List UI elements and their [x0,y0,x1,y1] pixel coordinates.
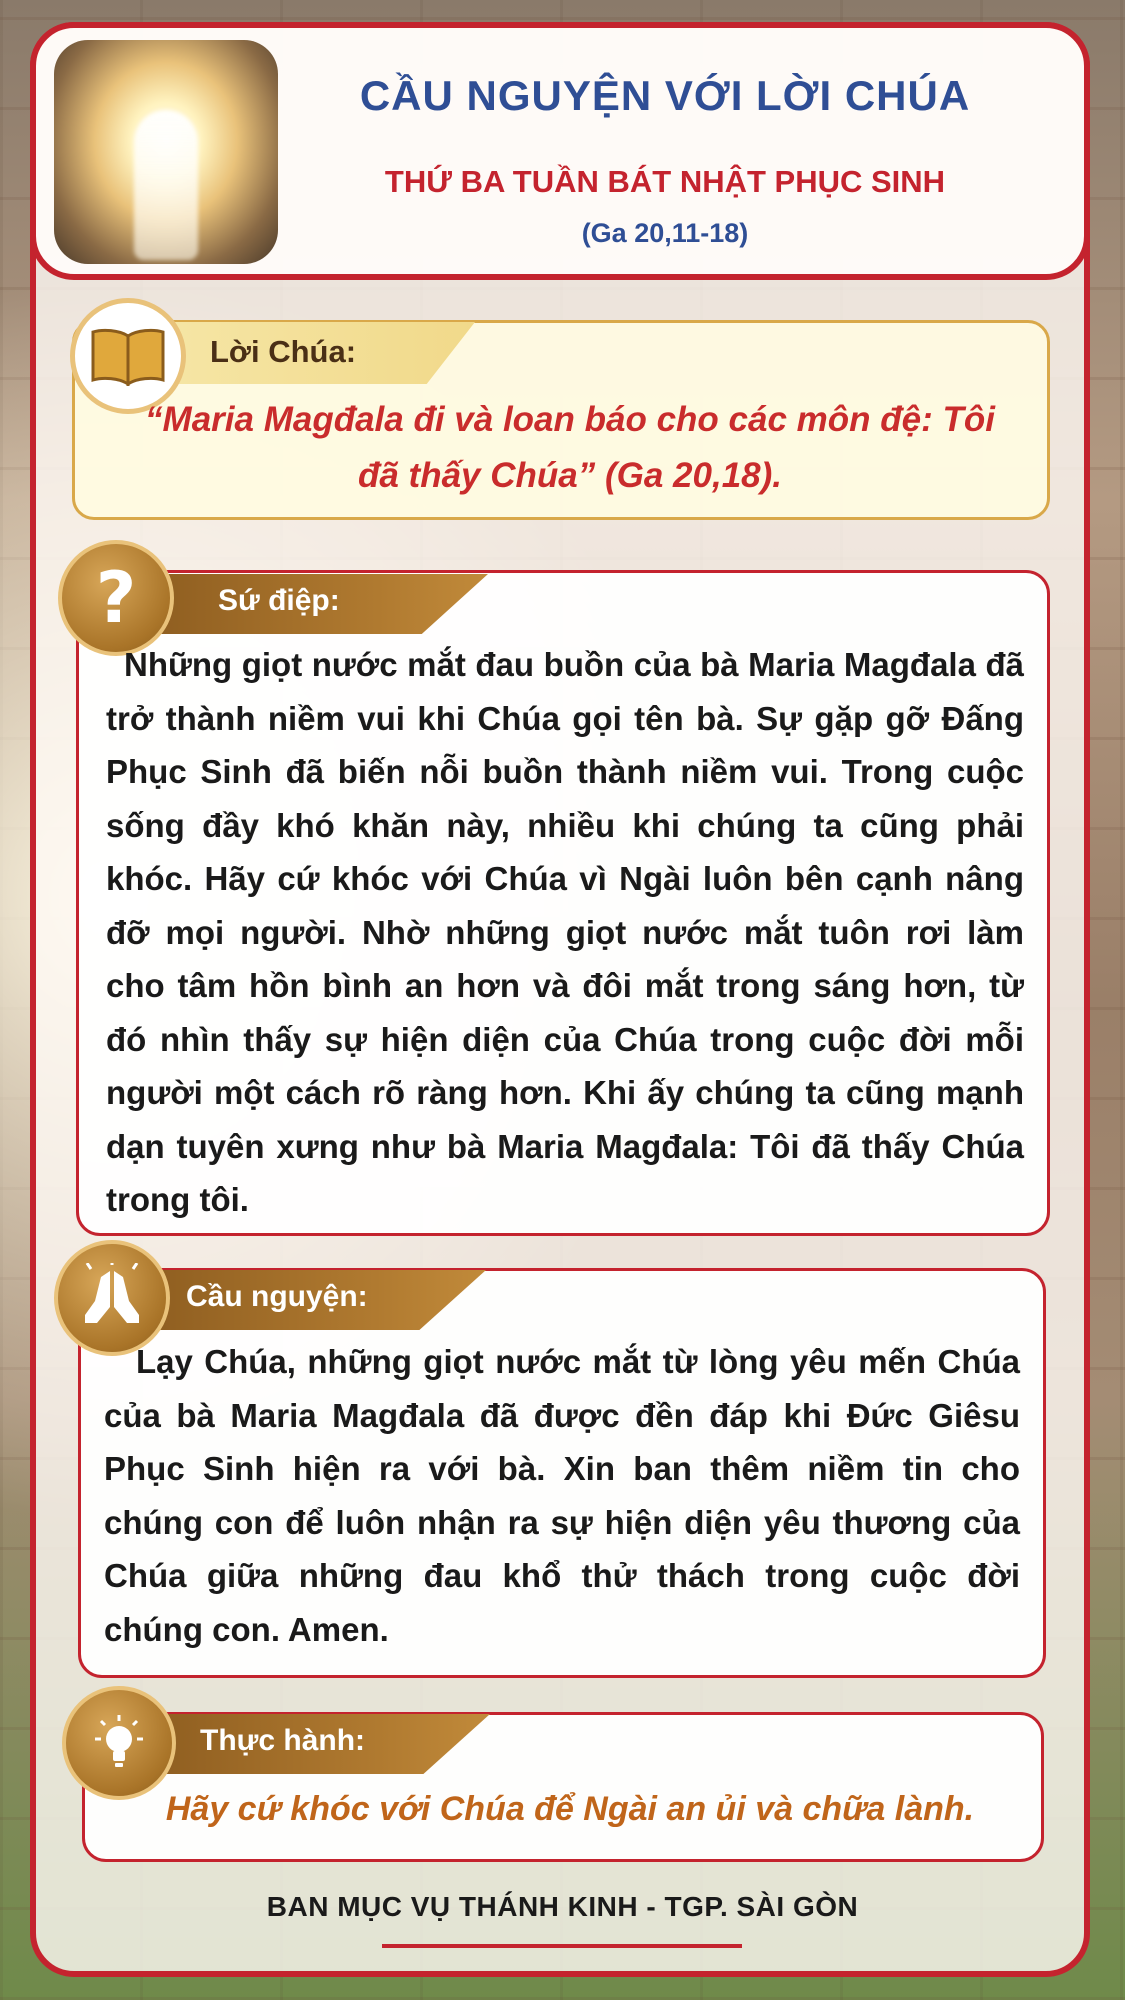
scripture-reference: (Ga 20,11-18) [581,218,749,248]
lightbulb-icon [62,1686,176,1800]
message-text: Những giọt nước mắt đau buồn của bà Maria Magđala đã trở thành niềm vui khi Chúa gọi tên bà. Sự gặp gỡ Đấng Phục Sinh đã biến nỗi buồn thành niềm vui. Trong cuộc sống đầy khó khăn này, nhiều khi chúng ta cũng phải khóc. Hãy cứ khóc với Chúa vì Ngài luôn bên cạnh nâng đỡ mọi người. Nhờ những giọt nước mắt tuôn rơi làm cho tâm hồn bình an hơn và đôi mắt trong sáng hơn, từ đó nhìn thấy sự hiện diện của Chúa trong cuộc đời mỗi người một cách rõ ràng hơn. Khi ấy chúng ta cũng mạnh dạn tuyên xưng như bà Maria Magđala: Tôi đã thấy Chúa trong tôi. [106,646,1024,1218]
practice-label: Thực hành: [200,1724,366,1757]
page-subtitle: THỨ BA TUẦN BÁT NHẬT PHỤC SINH [384,164,946,199]
page-title: CẦU NGUYỆN VỚI LỜI CHÚA [359,72,971,119]
scripture-quote: “Maria Magđala đi và loan báo cho các môn đệ: Tôi đã thấy Chúa” (Ga 20,18). [145,400,995,495]
question-mark-icon: ? [58,540,174,656]
glowing-figure [134,110,198,260]
practice-text: Hãy cứ khóc với Chúa để Ngài an ủi và chữa lành. [165,1790,975,1828]
lightbulb-svg [87,1711,151,1775]
risen-christ-image [54,40,278,264]
prayer-label: Cầu nguyện: [186,1280,368,1313]
praying-hands-svg [77,1263,147,1333]
message-label: Sứ điệp: [218,584,340,617]
footer-credit: BAN MỤC VỤ THÁNH KINH - TGP. SÀI GÒN [266,1891,859,1922]
prayer-text: Lạy Chúa, những giọt nước mắt từ lòng yêu mến Chúa của bà Maria Magđala đã được đền đáp khi Đức Giêsu Phục Sinh hiện ra với bà. Xin ban thêm niềm tin cho chúng con để luôn nhận ra sự hiện diện yêu thương của Chúa giữa những đau khổ thử thách trong cuộc đời chúng con. Amen. [104,1343,1020,1648]
open-book-icon-svg [89,326,167,386]
word-label: Lời Chúa: [210,334,357,369]
footer-divider [382,1944,742,1948]
